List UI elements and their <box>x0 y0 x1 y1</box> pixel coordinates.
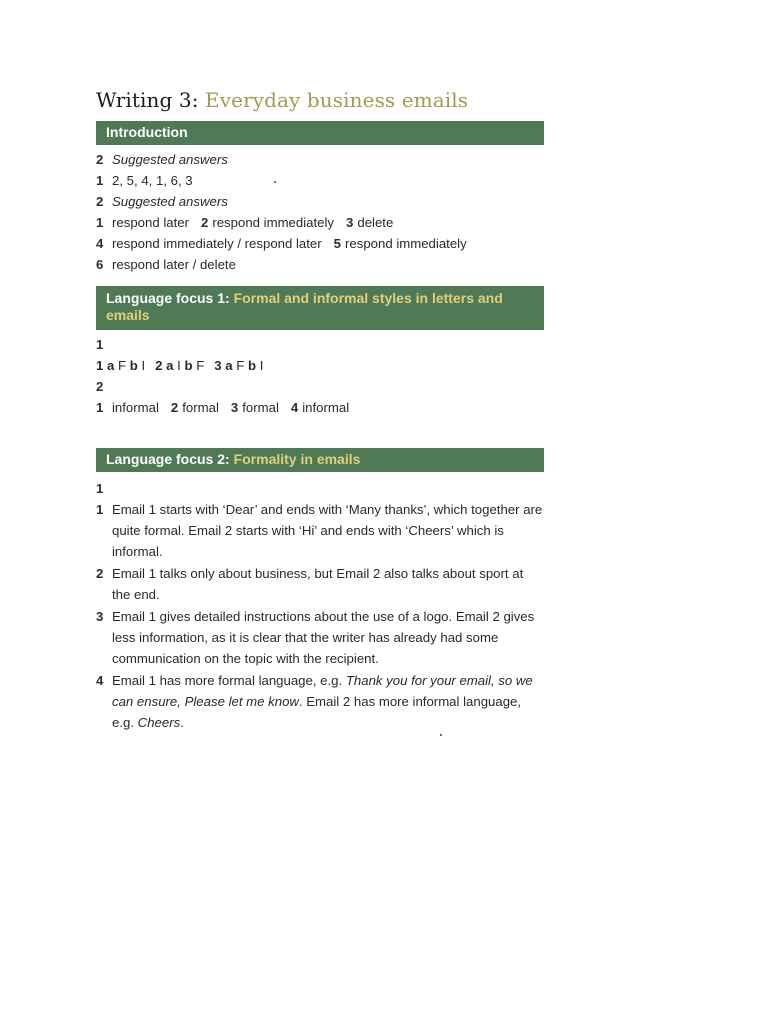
answer-number: 4 <box>96 236 104 251</box>
intro-lines <box>96 149 544 212</box>
exercise-number: 2 <box>96 379 104 394</box>
answer-number: 3 <box>230 400 239 415</box>
option-label: a <box>225 358 237 373</box>
answer-value: F <box>118 358 130 373</box>
answer-text: respond immediately / respond later <box>112 236 322 251</box>
answer-number: 3 <box>214 358 226 373</box>
option-label: b <box>248 358 260 373</box>
answer-text: delete <box>357 215 394 230</box>
item-number: 1 <box>96 173 104 188</box>
answer-number: 1 <box>96 400 104 415</box>
answer-row <box>96 254 544 275</box>
explanation-item <box>96 606 544 669</box>
title-accent: Everyday business emails <box>205 88 469 112</box>
item-text <box>112 670 544 733</box>
example-phrase: Thank you for your email, so we can ensure, Please let me know <box>112 673 533 709</box>
option-label: a <box>166 358 178 373</box>
item-text: 2, 5, 4, 1, 6, 3 <box>112 173 193 188</box>
answer-text: respond later / delete <box>112 257 236 272</box>
answer-text: respond immediately <box>345 236 467 251</box>
answer-number: 6 <box>96 257 104 272</box>
answer-number: 2 <box>200 215 209 230</box>
answer-text: formal <box>242 400 279 415</box>
explanation-item <box>96 499 544 562</box>
answer-number: 3 <box>346 215 354 230</box>
option-label: a <box>107 358 118 373</box>
answer-number: 2 <box>170 400 179 415</box>
scan-speck <box>440 734 442 736</box>
lf1-exercise-2-answers <box>96 397 544 418</box>
item-number: 2 <box>96 566 104 581</box>
text-run: Email 1 gives detailed instructions about the use of a logo. Email 2 gives less information, as it is clear that the writer has already had some communication on the topic with the recipient. <box>112 609 535 666</box>
text-run: Email 1 starts with ‘Dear’ and ends with ‘Many thanks’, which together are quite formal. Email 2 starts with ‘Hi’ and ends with ‘Cheers’ which is informal. <box>112 502 543 559</box>
example-phrase: Cheers <box>137 715 181 730</box>
answer-text: formal <box>182 400 219 415</box>
section-heading-accent: Formal and informal styles in letters and emails <box>106 290 503 323</box>
section-heading: Introduction <box>106 124 188 140</box>
answer-text: respond later <box>112 215 189 230</box>
lf1-exercise-1-answers <box>96 355 544 376</box>
text-run: . <box>180 715 184 730</box>
section-heading-main: Language focus 2: <box>106 451 230 467</box>
answer-value: I <box>141 358 146 373</box>
intro-line <box>96 191 544 212</box>
answer-row <box>96 233 544 254</box>
answer-value: F <box>196 358 205 373</box>
item-text <box>112 499 544 562</box>
lf2-exercises <box>96 478 544 733</box>
intro-line <box>96 149 544 170</box>
answer-key-page <box>96 88 544 734</box>
option-label: b <box>184 358 197 373</box>
answer-text: respond immediately <box>212 215 335 230</box>
item-text: Suggested answers <box>112 152 228 167</box>
answer-value: I <box>259 358 264 373</box>
exercise-number: 1 <box>96 481 104 496</box>
section-header-language-focus-2 <box>96 448 544 472</box>
intro-line <box>96 170 544 191</box>
answer-number: 1 <box>96 215 104 230</box>
section-heading-accent: Formality in emails <box>233 451 361 467</box>
answer-number: 4 <box>290 400 299 415</box>
section-header-introduction <box>96 121 544 145</box>
answer-value: I <box>177 358 185 373</box>
title-main: Writing 3: <box>96 88 199 112</box>
page-title <box>96 88 544 112</box>
explanation-item <box>96 563 544 605</box>
answer-row <box>96 212 544 233</box>
lf2-items <box>96 499 544 733</box>
explanation-item <box>96 670 544 733</box>
option-label: b <box>129 358 142 373</box>
answer-number: 1 <box>96 358 107 373</box>
section-header-language-focus-1 <box>96 286 544 330</box>
scan-speck <box>274 181 276 183</box>
item-number: 1 <box>96 502 104 517</box>
item-number: 2 <box>96 194 104 209</box>
section-heading-main: Language focus 1: <box>106 290 230 306</box>
answer-text: informal <box>112 400 159 415</box>
answer-number: 2 <box>155 358 167 373</box>
intro-answers <box>96 212 544 275</box>
answer-value: F <box>236 358 248 373</box>
item-text <box>112 563 544 605</box>
item-text <box>112 606 544 669</box>
answer-number: 5 <box>333 236 341 251</box>
text-run: Email 1 talks only about business, but Email 2 also talks about sport at the end. <box>112 566 524 602</box>
answer-text: informal <box>302 400 350 415</box>
item-number: 2 <box>96 152 104 167</box>
text-run: . Email 2 has more informal language, e.g. <box>112 694 522 730</box>
text-run: Email 1 has more formal language, e.g. <box>112 673 346 688</box>
item-number: 3 <box>96 609 104 624</box>
exercise-number: 1 <box>96 337 104 352</box>
item-number: 4 <box>96 673 104 688</box>
item-text: Suggested answers <box>112 194 228 209</box>
lf1-exercises <box>96 334 544 418</box>
